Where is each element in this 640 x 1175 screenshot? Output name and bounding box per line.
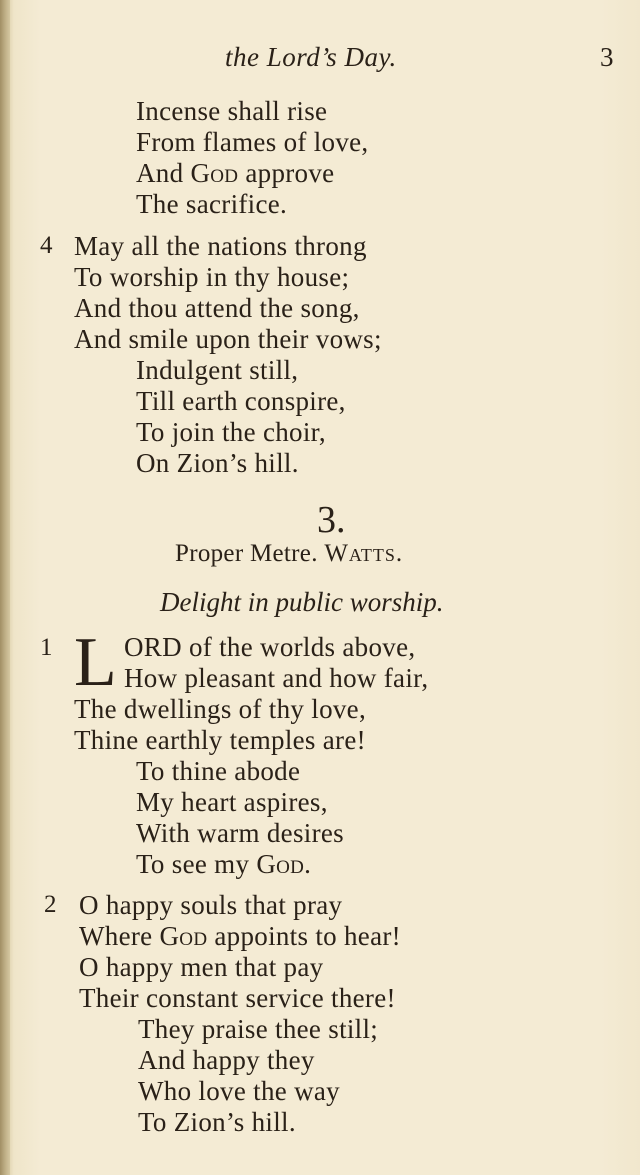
verse-line: My heart aspires, — [136, 787, 328, 817]
verse-line: To see my God. — [136, 849, 312, 879]
verse-line: They praise thee still; — [138, 1014, 379, 1044]
verse-line: O happy souls that pray — [79, 890, 343, 920]
verse-line: Their constant service there! — [79, 983, 396, 1013]
verse-line: And thou attend the song, — [74, 293, 360, 323]
god-small-caps: God — [159, 921, 208, 951]
page-number: 3 — [600, 42, 614, 72]
stanza-number: 1 — [40, 634, 53, 661]
god-small-caps: God — [190, 158, 239, 188]
page-spine-shadow — [0, 0, 10, 1175]
verse-line: May all the nations throng — [74, 231, 367, 261]
hymn-author: Watts. — [324, 540, 404, 567]
verse-line: On Zion’s hill. — [136, 448, 299, 478]
hymn-number: 3. — [317, 499, 346, 541]
verse-line: To Zion’s hill. — [138, 1107, 296, 1137]
verse-line: How pleasant and how fair, — [124, 663, 429, 693]
verse-line: To worship in thy house; — [74, 262, 350, 292]
verse-line: Incense shall rise — [136, 96, 328, 126]
running-header: the Lord’s Day. — [225, 42, 397, 72]
verse-line: To join the choir, — [136, 417, 326, 447]
verse-line: O happy men that pay — [79, 952, 324, 982]
stanza-number: 2 — [44, 891, 57, 918]
verse-line: The sacrifice. — [136, 189, 288, 219]
verse-line: And God approve — [136, 158, 335, 188]
hymn-subtitle: Delight in public worship. — [160, 587, 444, 617]
verse-line: Who love the way — [138, 1076, 340, 1106]
verse-line: And smile upon their vows; — [74, 324, 382, 354]
verse-line: To thine abode — [136, 756, 301, 786]
drop-cap: L — [74, 624, 117, 701]
verse-line: And happy they — [138, 1045, 315, 1075]
verse-line: Thine earthly temples are! — [74, 725, 366, 755]
verse-line: Till earth conspire, — [136, 386, 346, 416]
verse-line: Where God appoints to hear! — [79, 921, 401, 951]
verse-line: The dwellings of thy love, — [74, 694, 366, 724]
god-small-caps: God. — [256, 849, 312, 879]
verse-line: From flames of love, — [136, 127, 369, 157]
verse-line: Indulgent still, — [136, 355, 299, 385]
stanza-number: 4 — [40, 232, 53, 259]
hymn-metre: Proper Metre. Watts. — [175, 540, 404, 567]
verse-line: With warm desires — [136, 818, 344, 848]
verse-line: ORD of the worlds above, — [124, 632, 416, 662]
